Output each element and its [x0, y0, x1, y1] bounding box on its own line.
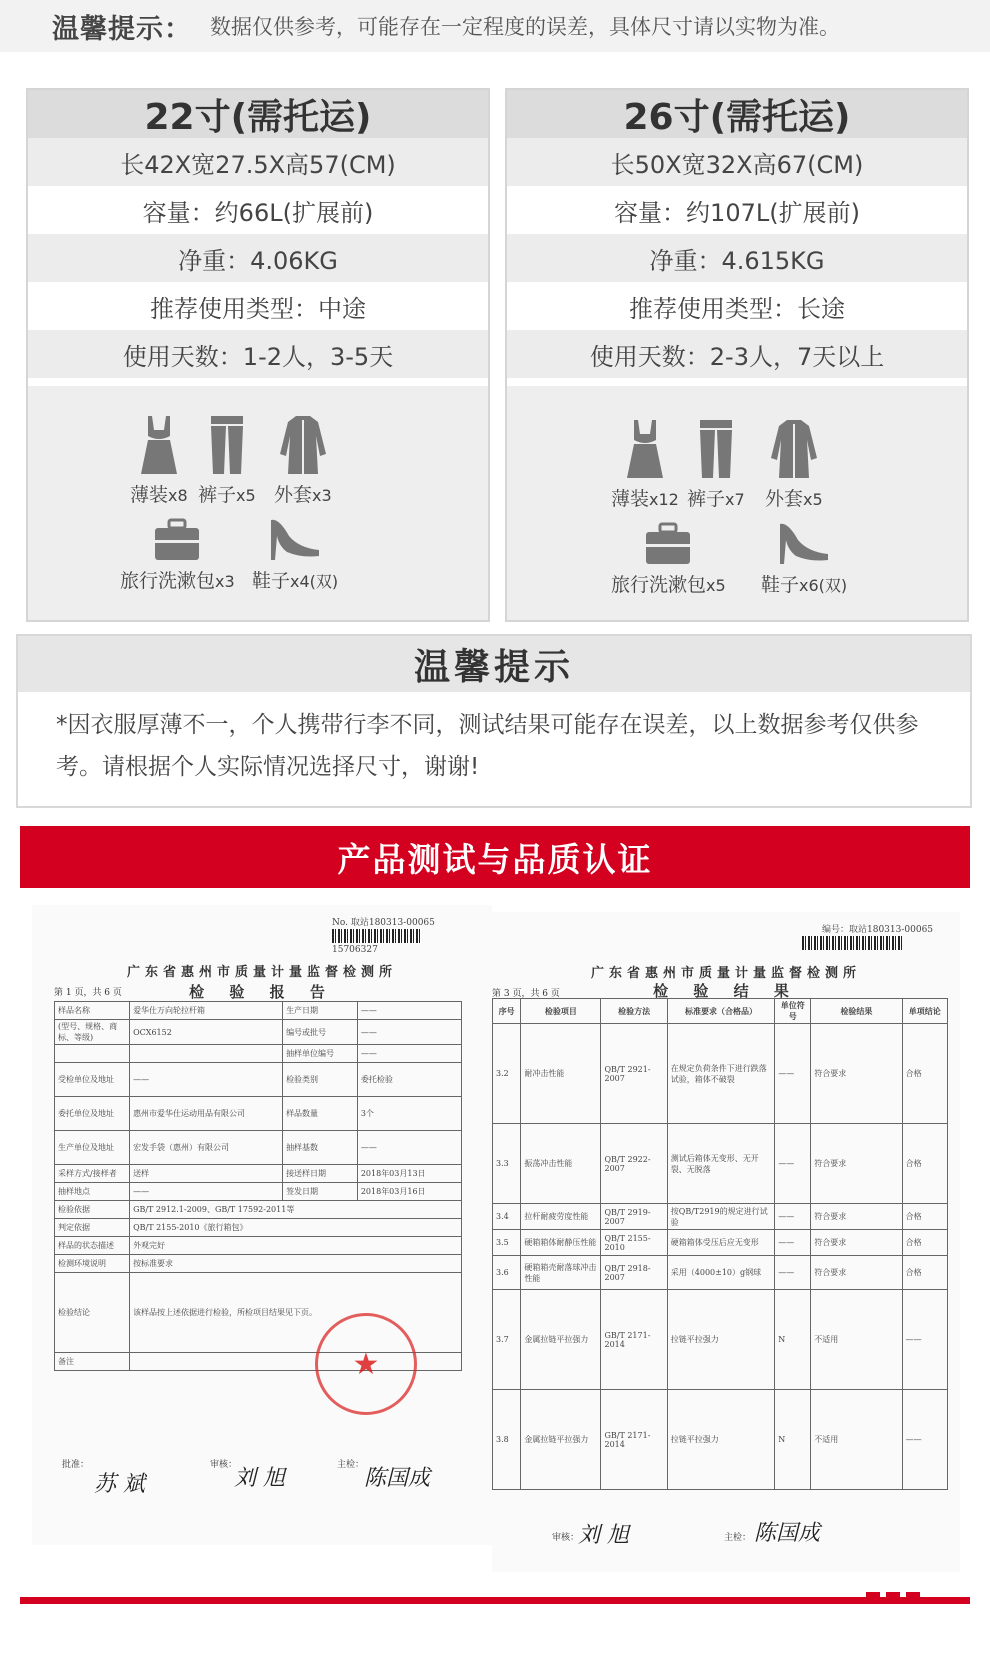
institute-name: 广东省惠州市质量计量监督检测所	[126, 965, 397, 980]
notice-text: 数据仅供参考，可能存在一定程度的误差，具体尺寸请以实物为准。	[210, 15, 840, 39]
table-cell: 拉链平拉强力	[667, 1290, 774, 1390]
high-heel-icon	[267, 516, 323, 562]
table-cell: 在规定负荷条件下进行跌落试验，箱体不破裂	[667, 1024, 774, 1124]
table-cell: 合格	[902, 1204, 947, 1230]
dress-icon	[625, 418, 665, 480]
table-header-cell: 单位符号	[775, 999, 811, 1024]
table-cell: 签发日期	[283, 1183, 358, 1201]
table-row	[55, 1063, 462, 1097]
packing-icons	[28, 386, 488, 620]
table-cell: 生产单位及地址	[55, 1131, 130, 1165]
table-row	[55, 1183, 462, 1201]
table-cell: ——	[775, 1230, 811, 1256]
footer-red-line	[20, 1597, 970, 1604]
table-row	[55, 1201, 462, 1219]
signature-label: 主检：	[337, 1460, 365, 1470]
table-cell: 合格	[902, 1256, 947, 1290]
packing-item: 裤子x7	[687, 418, 745, 511]
tip-text: *因衣服厚薄不一，个人携带行李不同，测试结果可能存在误差，以上数据参考仅供参考。请根据个人实际情况选择尺寸，谢谢!	[56, 712, 919, 780]
table-cell: 3.4	[493, 1204, 521, 1230]
table-cell: 符合要求	[811, 1024, 902, 1124]
table-cell: 备注	[55, 1353, 130, 1371]
table-cell: ——	[775, 1024, 811, 1124]
table-cell: 符合要求	[811, 1230, 902, 1256]
table-cell: 不适用	[811, 1390, 902, 1490]
table-cell: 抽样单位编号	[283, 1045, 358, 1063]
table-cell: N	[775, 1290, 811, 1390]
table-cell: ——	[357, 1045, 461, 1063]
barcode	[332, 929, 422, 943]
table-cell: QB/T 2155-2010	[601, 1230, 667, 1256]
table-cell: ——	[775, 1124, 811, 1204]
table-cell: 3.8	[493, 1390, 521, 1490]
section-title: 产品测试与品质认证	[20, 826, 970, 888]
table-cell: 硬箱箱体受压后应无变形	[667, 1230, 774, 1256]
table-row	[55, 1045, 462, 1063]
size-dimensions: 长50X宽32X高67(CM)	[507, 138, 967, 186]
table-cell: 耐冲击性能	[521, 1024, 601, 1124]
handwritten-signature: 刘 旭	[578, 1523, 629, 1548]
table-cell: 判定依据	[55, 1219, 130, 1237]
size-dimensions: 长42X宽27.5X高57(CM)	[28, 138, 488, 186]
packing-item: 薄装x12	[611, 418, 679, 511]
table-header-cell: 检验结果	[811, 999, 902, 1024]
packing-item: 鞋子x6(双)	[761, 520, 847, 597]
table-cell: 金属拉链平拉强力	[521, 1390, 601, 1490]
table-cell: 样品名称	[55, 1002, 130, 1020]
signature-label: 审核：	[210, 1460, 238, 1470]
table-header-cell: 标准要求（合格品）	[667, 999, 774, 1024]
footer-dash	[886, 1592, 900, 1604]
report-number: No. 取站180313-00065	[332, 918, 435, 928]
table-row	[55, 1255, 462, 1273]
table-cell: 受检单位及地址	[55, 1063, 130, 1097]
signature-label: 批准：	[62, 1460, 90, 1470]
table-cell	[130, 1045, 283, 1063]
table-cell: 抽样基数	[283, 1131, 358, 1165]
table-cell: 金属拉链平拉强力	[521, 1290, 601, 1390]
coat-icon	[769, 418, 819, 480]
table-row	[493, 1204, 948, 1230]
table-row	[55, 1165, 462, 1183]
size-usage-type: 推荐使用类型：长途	[507, 282, 967, 330]
table-cell: 外观完好	[130, 1237, 462, 1255]
table-cell: 拉链平拉强力	[667, 1390, 774, 1490]
size-capacity: 容量：约66L(扩展前)	[28, 186, 488, 234]
notice-label: 温馨提示：	[52, 13, 192, 45]
table-cell: 委托检验	[357, 1063, 461, 1097]
packing-item: 旅行洗漱包x3	[120, 518, 235, 593]
table-cell: 3.3	[493, 1124, 521, 1204]
size-weight: 净重：4.06KG	[28, 234, 488, 282]
table-cell: 按标准要求	[130, 1255, 462, 1273]
table-cell: 检验类别	[283, 1063, 358, 1097]
tip-box	[16, 634, 972, 808]
table-cell: 委托单位及地址	[55, 1097, 130, 1131]
table-cell: 采用（4000±10）g钢球	[667, 1256, 774, 1290]
table-cell: 拉杆耐疲劳度性能	[521, 1204, 601, 1230]
report-table	[54, 1001, 462, 1371]
table-row	[55, 1237, 462, 1255]
table-cell: 样品的状态描述	[55, 1237, 130, 1255]
official-seal: ★	[315, 1313, 417, 1415]
table-row	[55, 1097, 462, 1131]
table-row	[493, 1256, 948, 1290]
table-cell: 合格	[902, 1124, 947, 1204]
table-cell: 合格	[902, 1230, 947, 1256]
inspection-report-cover	[32, 905, 492, 1545]
high-heel-icon	[776, 520, 832, 566]
barcode-number: 15706327	[332, 945, 378, 955]
packing-item: 外套x5	[765, 418, 823, 511]
table-cell: 3个	[357, 1097, 461, 1131]
size-card-22	[26, 88, 490, 622]
table-header-cell: 单项结论	[902, 999, 947, 1024]
table-cell: GB/T 2171-2014	[601, 1390, 667, 1490]
table-cell	[55, 1045, 130, 1063]
table-cell: ——	[357, 1131, 461, 1165]
table-cell: 检测环境说明	[55, 1255, 130, 1273]
table-cell: 3.7	[493, 1290, 521, 1390]
table-cell: GB/T 2171-2014	[601, 1290, 667, 1390]
pants-icon	[696, 418, 736, 480]
table-cell: 送样	[130, 1165, 283, 1183]
table-row	[55, 1002, 462, 1020]
size-capacity: 容量：约107L(扩展前)	[507, 186, 967, 234]
table-cell: 样品数量	[283, 1097, 358, 1131]
table-cell: 测试后箱体无变形、无开裂、无脱落	[667, 1124, 774, 1204]
signature-label: 审核：	[552, 1533, 580, 1543]
table-cell: QB/T 2155-2010《旅行箱包》	[130, 1219, 462, 1237]
handwritten-signature: 陈国成	[364, 1466, 431, 1491]
results-table	[492, 998, 948, 1490]
table-cell: QB/T 2922-2007	[601, 1124, 667, 1204]
signature-label: 主检：	[724, 1533, 752, 1543]
inspection-report-results	[492, 912, 960, 1572]
packing-item: 裤子x5	[198, 414, 256, 507]
table-cell: 符合要求	[811, 1256, 902, 1290]
table-cell: N	[775, 1390, 811, 1490]
footer-dash	[866, 1592, 880, 1604]
size-days: 使用天数：2-3人，7天以上	[507, 330, 967, 378]
report-title: 检 验 结 果	[653, 982, 799, 1000]
dress-icon	[139, 414, 179, 476]
table-cell: 振荡冲击性能	[521, 1124, 601, 1204]
table-cell: 符合要求	[811, 1124, 902, 1204]
barcode	[802, 936, 902, 950]
table-cell: GB/T 2912.1-2009、GB/T 17592-2011等	[130, 1201, 462, 1219]
table-header-cell: 序号	[493, 999, 521, 1024]
table-cell: 检验结论	[55, 1273, 130, 1353]
table-row	[55, 1219, 462, 1237]
handwritten-signature: 苏 斌	[94, 1472, 145, 1497]
table-cell: 生产日期	[283, 1002, 358, 1020]
table-row	[493, 1024, 948, 1124]
table-cell: 不适用	[811, 1290, 902, 1390]
table-cell: 3.5	[493, 1230, 521, 1256]
packing-item: 旅行洗漱包x5	[611, 522, 726, 597]
table-cell: ——	[902, 1290, 947, 1390]
tip-title: 温馨提示	[18, 636, 970, 692]
handwritten-signature: 陈国成	[754, 1521, 821, 1546]
toiletry-bag-icon	[152, 518, 202, 562]
table-row	[55, 1020, 462, 1045]
size-days: 使用天数：1-2人，3-5天	[28, 330, 488, 378]
table-row	[493, 1390, 948, 1490]
toiletry-bag-icon	[643, 522, 693, 566]
handwritten-signature: 刘 旭	[234, 1466, 285, 1491]
size-card-title: 26寸(需托运)	[507, 90, 967, 138]
institute-name: 广东省惠州市质量计量监督检测所	[590, 966, 861, 981]
table-row	[55, 1131, 462, 1165]
table-cell: ——	[902, 1390, 947, 1490]
table-cell: 该样品按上述依据进行检验，所检项目结果见下页。	[130, 1273, 462, 1353]
table-cell: QB/T 2919-2007	[601, 1204, 667, 1230]
report-title: 检 验 报 告	[189, 983, 335, 1001]
table-cell: ——	[130, 1063, 283, 1097]
table-cell: ——	[775, 1256, 811, 1290]
table-header-cell: 检验项目	[521, 999, 601, 1024]
table-cell: 编号或批号	[283, 1020, 358, 1045]
table-cell: QB/T 2921-2007	[601, 1024, 667, 1124]
table-cell: 宏发手袋（惠州）有限公司	[130, 1131, 283, 1165]
table-cell: 合格	[902, 1024, 947, 1124]
table-cell: 采样方式/接样者	[55, 1165, 130, 1183]
table-cell: 硬箱箱壳耐落球冲击性能	[521, 1256, 601, 1290]
table-cell: ——	[357, 1020, 461, 1045]
footer-dash	[906, 1592, 920, 1604]
size-card-26	[505, 88, 969, 622]
packing-icons	[507, 386, 967, 620]
table-cell: 惠州市爱华仕运动用品有限公司	[130, 1097, 283, 1131]
table-cell: 符合要求	[811, 1204, 902, 1230]
page-number: 第 1 页，共 6 页	[54, 988, 122, 998]
table-row	[493, 1290, 948, 1390]
packing-item: 鞋子x4(双)	[252, 516, 338, 593]
table-cell: ——	[775, 1204, 811, 1230]
report-number: 编号：取站180313-00065	[822, 925, 934, 935]
size-weight: 净重：4.615KG	[507, 234, 967, 282]
table-header-row	[493, 999, 948, 1024]
table-cell: 抽样地点	[55, 1183, 130, 1201]
page-number: 第 3 页，共 6 页	[492, 989, 560, 999]
packing-item: 外套x3	[274, 414, 332, 507]
table-cell: 3.6	[493, 1256, 521, 1290]
table-cell: QB/T 2918-2007	[601, 1256, 667, 1290]
table-cell: ——	[357, 1002, 461, 1020]
table-cell: 2018年03月13日	[357, 1165, 461, 1183]
table-cell: ——	[130, 1183, 283, 1201]
table-row	[493, 1124, 948, 1204]
table-cell: OCX6152	[130, 1020, 283, 1045]
packing-item: 薄装x8	[130, 414, 188, 507]
pants-icon	[207, 414, 247, 476]
size-card-title: 22寸(需托运)	[28, 90, 488, 138]
table-cell: 3.2	[493, 1024, 521, 1124]
table-cell: (型号、规格、商标、等级)	[55, 1020, 130, 1045]
table-cell: 硬箱箱体耐静压性能	[521, 1230, 601, 1256]
table-cell: 检验依据	[55, 1201, 130, 1219]
table-cell: 2018年03月16日	[357, 1183, 461, 1201]
table-row	[493, 1230, 948, 1256]
table-header-cell: 检验方法	[601, 999, 667, 1024]
table-cell: 按QB/T2919的规定进行试验	[667, 1204, 774, 1230]
coat-icon	[278, 414, 328, 476]
table-cell: 接送样日期	[283, 1165, 358, 1183]
table-cell: 爱华仕万向轮拉杆箱	[130, 1002, 283, 1020]
notice-bar	[0, 0, 990, 52]
size-usage-type: 推荐使用类型：中途	[28, 282, 488, 330]
